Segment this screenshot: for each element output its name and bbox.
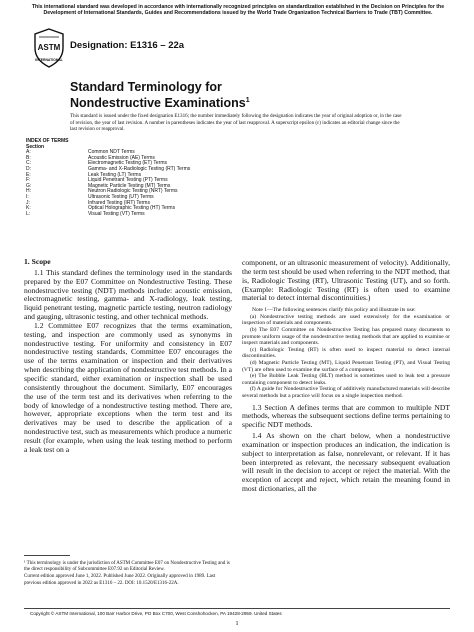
copyright-notice: Copyright © ASTM International, 100 Barr Harbor Drive, PO Box C700, West Conshohocken, PA 19428-2959. United States (30, 611, 282, 616)
document-title (70, 80, 400, 110)
paragraph-continuation: component, or an ultrasonic measurement of velocity). Additionally, the term test should be used when referring to the NDT method, that is, Radiologic Testing (RT), Ultrasonic Testing (UT), and so forth. (Example: Radiologic Testing (RT) is often used to examine material to detect internal discontinuities.) (242, 258, 450, 303)
toc-section-letter: E: (26, 171, 31, 178)
toc-section-letter: D: (26, 165, 31, 172)
toc-section-letter: L: (26, 210, 31, 217)
toc-section-label: Leak Testing (LT) Terms (88, 171, 142, 178)
paragraph-1-3: 1.3 Section A defines terms that are common to multiple NDT methods, whereas the subsequent sections define terms pertaining to specific NDT methods. (242, 402, 450, 430)
note-item-a: (a) Nondestructive testing methods are used extensively for the examination or inspection of materials and components. (242, 313, 450, 327)
toc-section-label: Infrared Testing (IRT) Terms (88, 199, 150, 206)
toc-section-label: Common NDT Terms (88, 149, 135, 156)
index-of-terms (26, 139, 326, 217)
toc-section-letter: B: (26, 154, 31, 161)
note-item-e: (e) The Bubble Leak Testing (BLT) method is sometimes used to leak test a pressure containing component to detect leaks. (242, 373, 450, 386)
toc-section-heading: Section (26, 143, 45, 150)
toc-section-label: Acoustic Emission (AE) Terms (88, 154, 155, 161)
page-number: 1 (235, 620, 239, 627)
right-column (242, 259, 450, 494)
toc-section-letter: G: (26, 182, 32, 189)
toc-section-label: Ultrasonic Testing (UT) Terms (88, 193, 154, 200)
toc-section-letter: I: (26, 193, 29, 200)
title-line-2: Nondestructive Examinations (70, 96, 246, 111)
toc-heading: INDEX OF TERMS (26, 138, 69, 144)
title-footnote-mark: 1 (245, 97, 250, 104)
toc-section-letter: K: (26, 205, 31, 212)
paragraph-1-2: 1.2 Committee E07 recognizes that the terms examination, testing, and inspection are commonly used as synonyms in nondestructive testing. For uniformity and consistency in E07 nondestructive testing standards, Committee E07 encourages the use of the terms examination or inspection and their derivatives when describing the application of nondestructive test methods. In a specific standard, either examination or inspection shall be used consistently throughout the document. Similarly, E07 encourages the use of the term test and its derivatives when referring to the body of knowledge of a nondestructive testing method. There are, however, appropriate exceptions when the term test and its derivatives may be used to describe the application of a nondestructive test, such as measurements which produce a numeric result (for example, when using the leak testing method to perform a leak test on a (24, 320, 232, 454)
scope-heading: 1. Scope (24, 257, 51, 266)
svg-text:INTERNATIONAL: INTERNATIONAL (35, 58, 63, 62)
intro-paragraph: This standard is issued under the fixed designation E1316; the number immediately following the designation indicates the year of original adoption or, in the case of revision, the year of last revision. A number in parentheses indicates the year of last reapproval. A superscript epsilon (ε) indicates an editorial change since the last revision or reapproval. (70, 113, 402, 133)
paragraph-1-1: 1.1 This standard defines the terminology used in the standards prepared by the E07 Committee on Nondestructive Testing. These nondestructive testing (NDT) methods include: acoustic emission, electromagnetic testing, gamma- and X-radiology, leak testing, liquid penetrant testing, magnetic particle testing, neutron radiology and gauging, ultrasonic testing, and other technical methods. (24, 267, 232, 322)
note-item-c: (c) Radiologic Testing (RT) is often used to inspect material to detect internal discontinuities. (242, 346, 450, 360)
footnote-2: Current edition approved June 1, 2022. Published June 2022. Originally approved in 1989. Last previous edition approved in 2022 as E1316 – 22. DOI: 10.1520/E1316-22A. (24, 574, 216, 586)
bottom-divider (24, 608, 450, 609)
toc-section-letter: C: (26, 160, 31, 167)
astm-logo-icon (32, 28, 66, 68)
note-item-f: (f) A guide for Nondestructive Testing of additively manufactured materials will describe several methods but a practice will focus on a single inspection method. (242, 386, 450, 399)
toc-row (26, 212, 326, 218)
toc-section-label: Neutron Radiologic Testing (NRT) Terms (88, 188, 178, 195)
left-column (24, 258, 232, 455)
toc-section-label: Liquid Penetrant Testing (PT) Terms (88, 177, 168, 184)
note-1: Note 1—The following sentences clarify this policy and illustrate its use: (252, 307, 416, 314)
svg-text:ASTM: ASTM (37, 43, 61, 52)
footnote-divider (24, 555, 70, 556)
footnote-1: ¹ This terminology is under the jurisdiction of ASTM Committee E07 on Nondestructive Testing and is the direct responsibility of Subcommittee E07.92 on Editorial Review. (24, 561, 230, 573)
standards-notice: This international standard was developed in accordance with internationally recognized principles on standardization established in the Decision on Principles for the Development of International Standards, Guides and Recommendations issued by the World Trade Organization Technical Barriers to Trade (TBT) Committee. (31, 4, 445, 17)
paragraph-1-4: 1.4 As shown on the chart below, when a nondestructive examination or inspection produces an indication, the indication is subject to interpretation as false, nonrelevant, or relevant. If it has been interpreted as relevant, the necessary subsequent evaluation will result in the decision to accept or reject the material. With the exception of accept and reject, which retain the meaning found in most dictionaries, all the (242, 431, 450, 494)
toc-section-label: Optical Holographic Testing (HT) Terms (88, 205, 176, 212)
toc-section-letter: H: (26, 188, 31, 195)
title-line-1: Standard Terminology for (70, 80, 222, 94)
toc-section-label: Electromagnetic Testing (ET) Terms (88, 160, 168, 167)
note-item-b: (b) The E07 Committee on Nondestructive Testing has prepared many documents to promote uniform usage of the nondestructive testing methods that are applied to examine or inspect materials and components. (242, 327, 450, 347)
toc-section-letter: A: (26, 149, 31, 156)
toc-section-label: Magnetic Particle Testing (MT) Terms (88, 182, 171, 189)
toc-section-letter: J: (26, 199, 30, 206)
toc-section-label: Visual Testing (VT) Terms (88, 210, 145, 217)
footnotes (24, 561, 232, 588)
note-item-d: (d) Magnetic Particle Testing (MT), Liquid Penetrant Testing (PT), and Visual Testing (VT) are often used to examine the surface of a component. (242, 359, 450, 373)
designation: Designation: E1316 – 22a (70, 40, 185, 51)
toc-section-letter: F: (26, 177, 31, 184)
toc-section-label: Gamma- and X-Radiologic Testing (RT) Terms (88, 165, 191, 172)
